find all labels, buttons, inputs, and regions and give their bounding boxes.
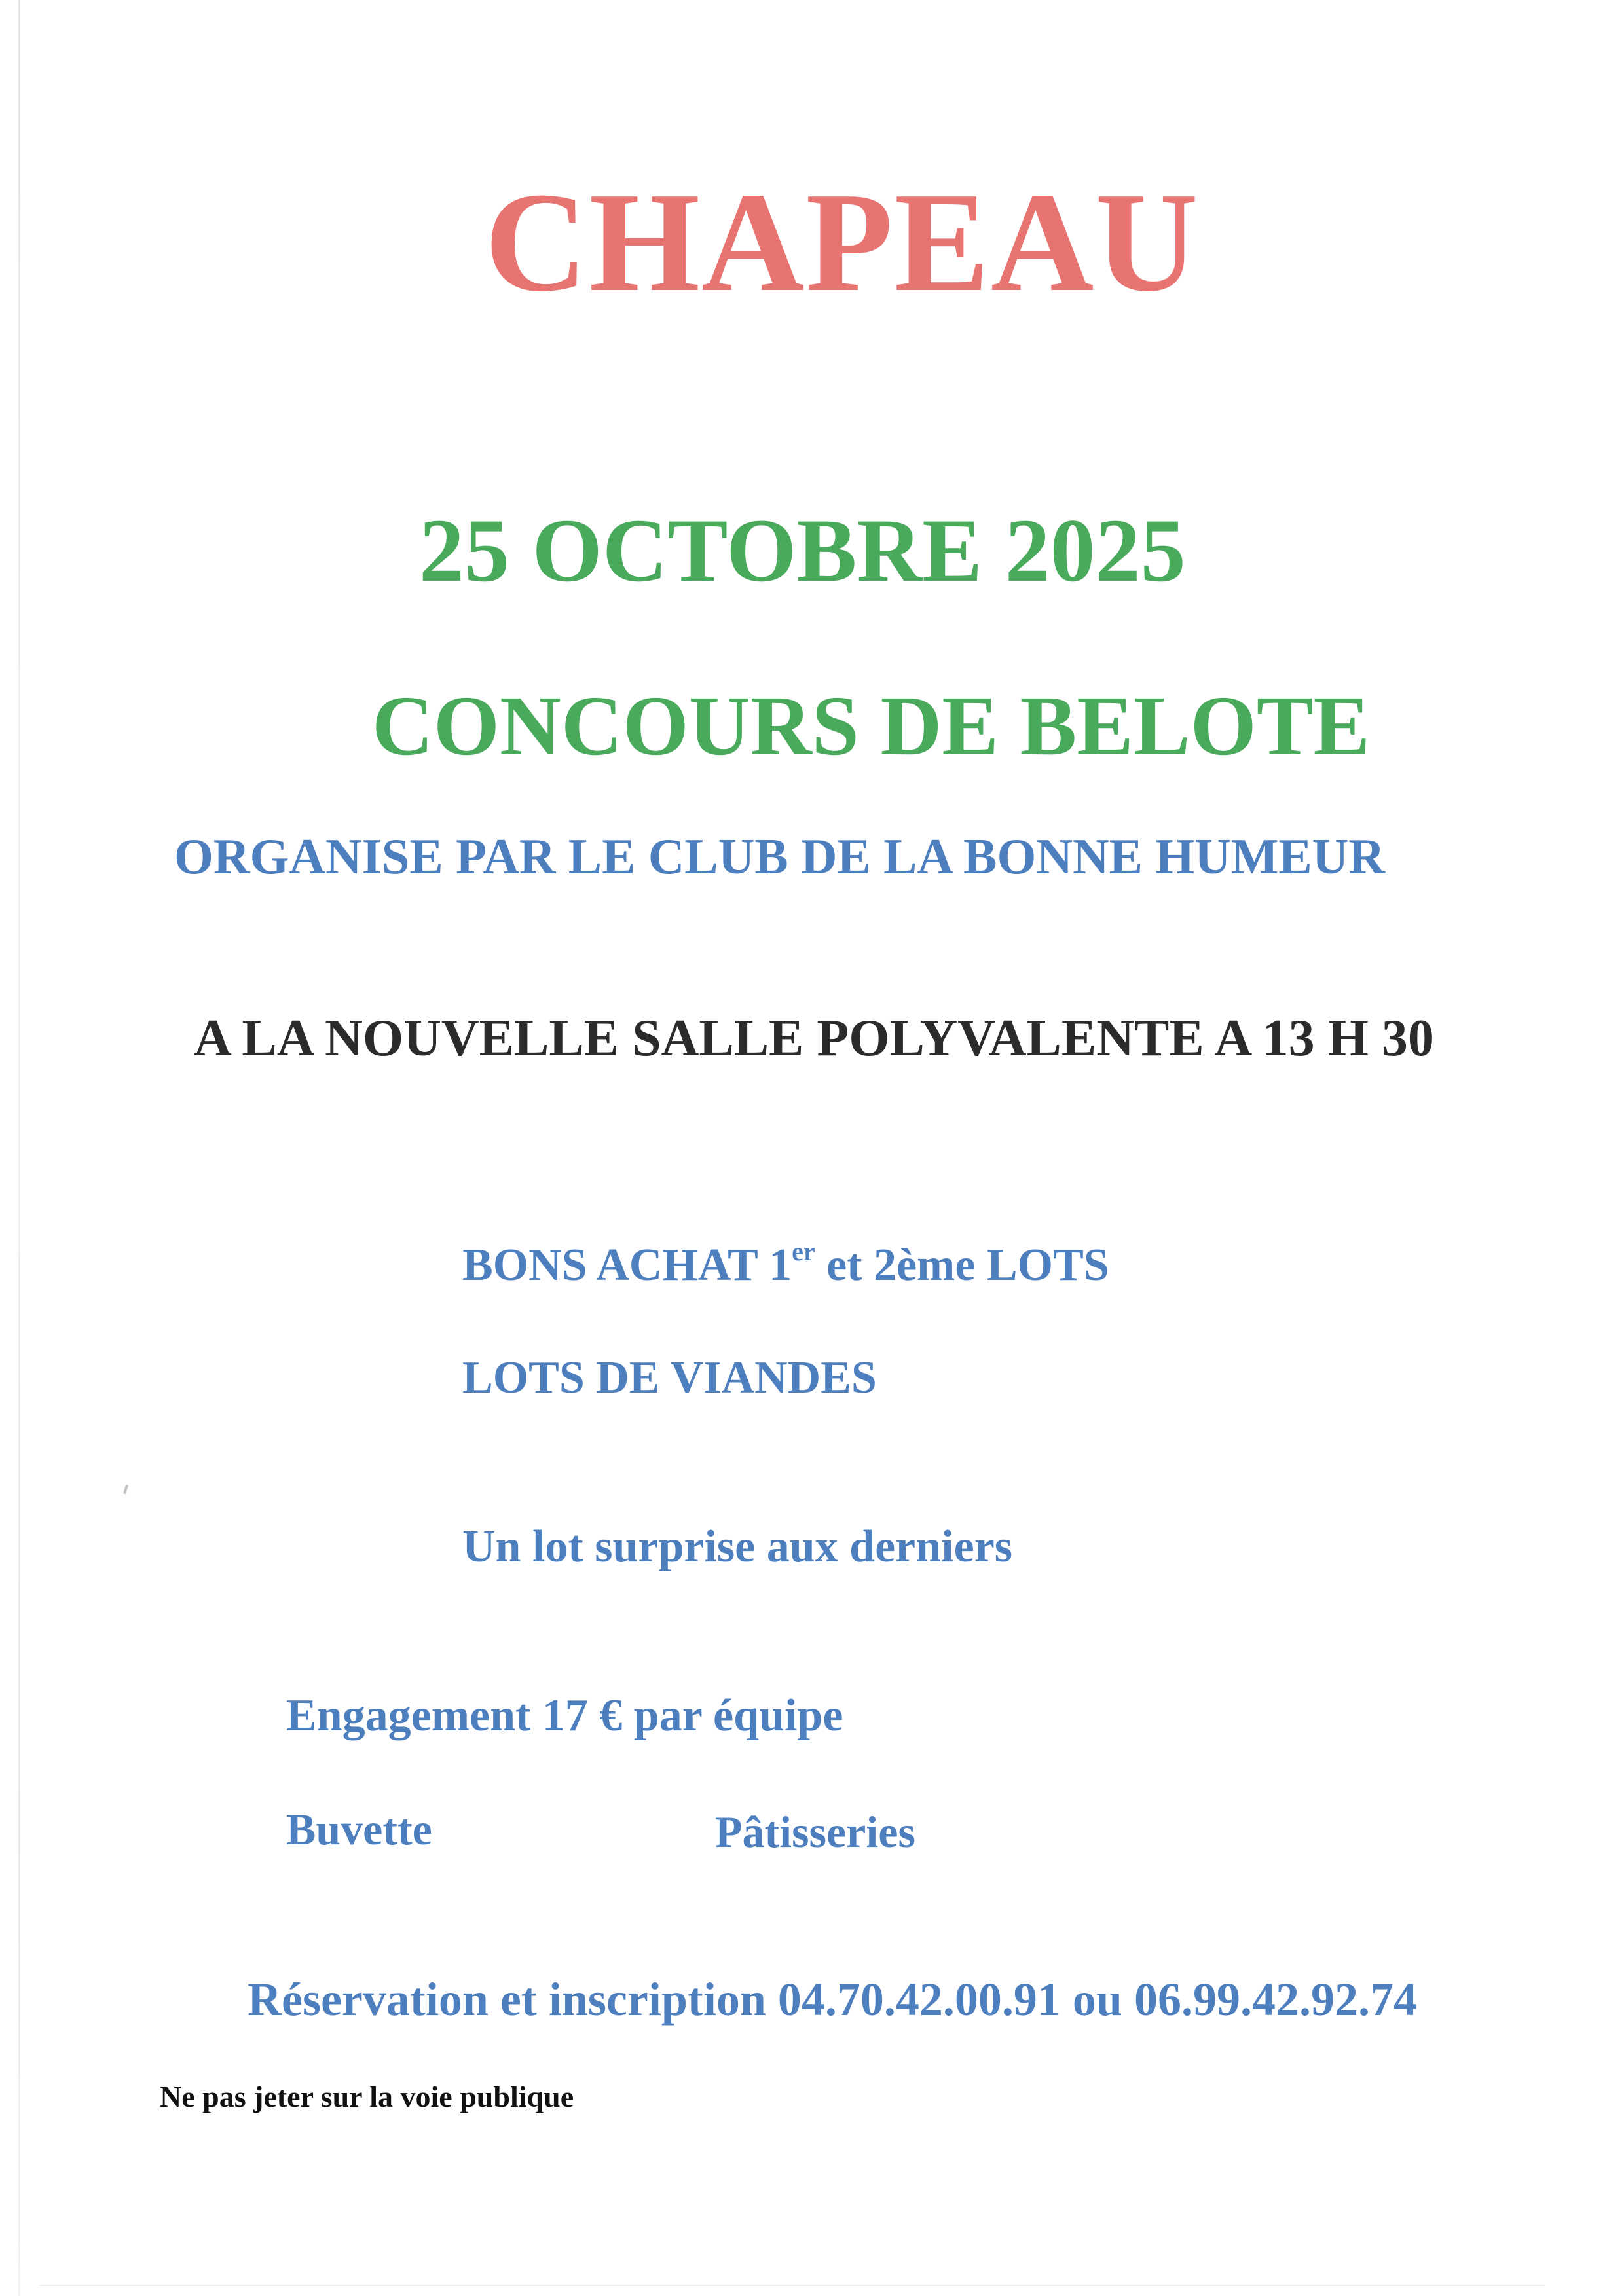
poster-title: CHAPEAU xyxy=(485,164,1200,321)
disposal-notice: Ne pas jeter sur la voie publique xyxy=(160,2080,574,2113)
event-date: 25 OCTOBRE 2025 xyxy=(419,500,1186,600)
venue-line: A LA NOUVELLE SALLE POLYVALENTE A 13 H 30 xyxy=(194,1010,1434,1067)
pastries-label: Pâtisseries xyxy=(715,1807,915,1857)
scan-speck xyxy=(123,1485,128,1495)
prize-line-vouchers xyxy=(462,1237,1109,1290)
scan-edge xyxy=(18,0,20,2296)
surprise-prize-line: Un lot surprise aux derniers xyxy=(462,1522,1012,1572)
prize-line-vouchers-start: BONS ACHAT 1 xyxy=(462,1240,792,1290)
event-name: CONCOURS DE BELOTE xyxy=(372,679,1371,773)
scan-edge-bottom xyxy=(39,2285,1545,2286)
reservation-line: Réservation et inscription 04.70.42.00.91 ou 06.99.42.92.74 xyxy=(248,1973,1417,2026)
prize-line-meat: LOTS DE VIANDES xyxy=(462,1353,877,1403)
entry-fee-line: Engagement 17 € par équipe xyxy=(286,1690,843,1741)
ordinal-superscript: er xyxy=(792,1237,815,1266)
prize-line-vouchers-end: et 2ème LOTS xyxy=(815,1240,1109,1290)
organizer-line: ORGANISE PAR LE CLUB DE LA BONNE HUMEUR xyxy=(174,828,1385,884)
refreshment-bar-label: Buvette xyxy=(286,1804,432,1854)
